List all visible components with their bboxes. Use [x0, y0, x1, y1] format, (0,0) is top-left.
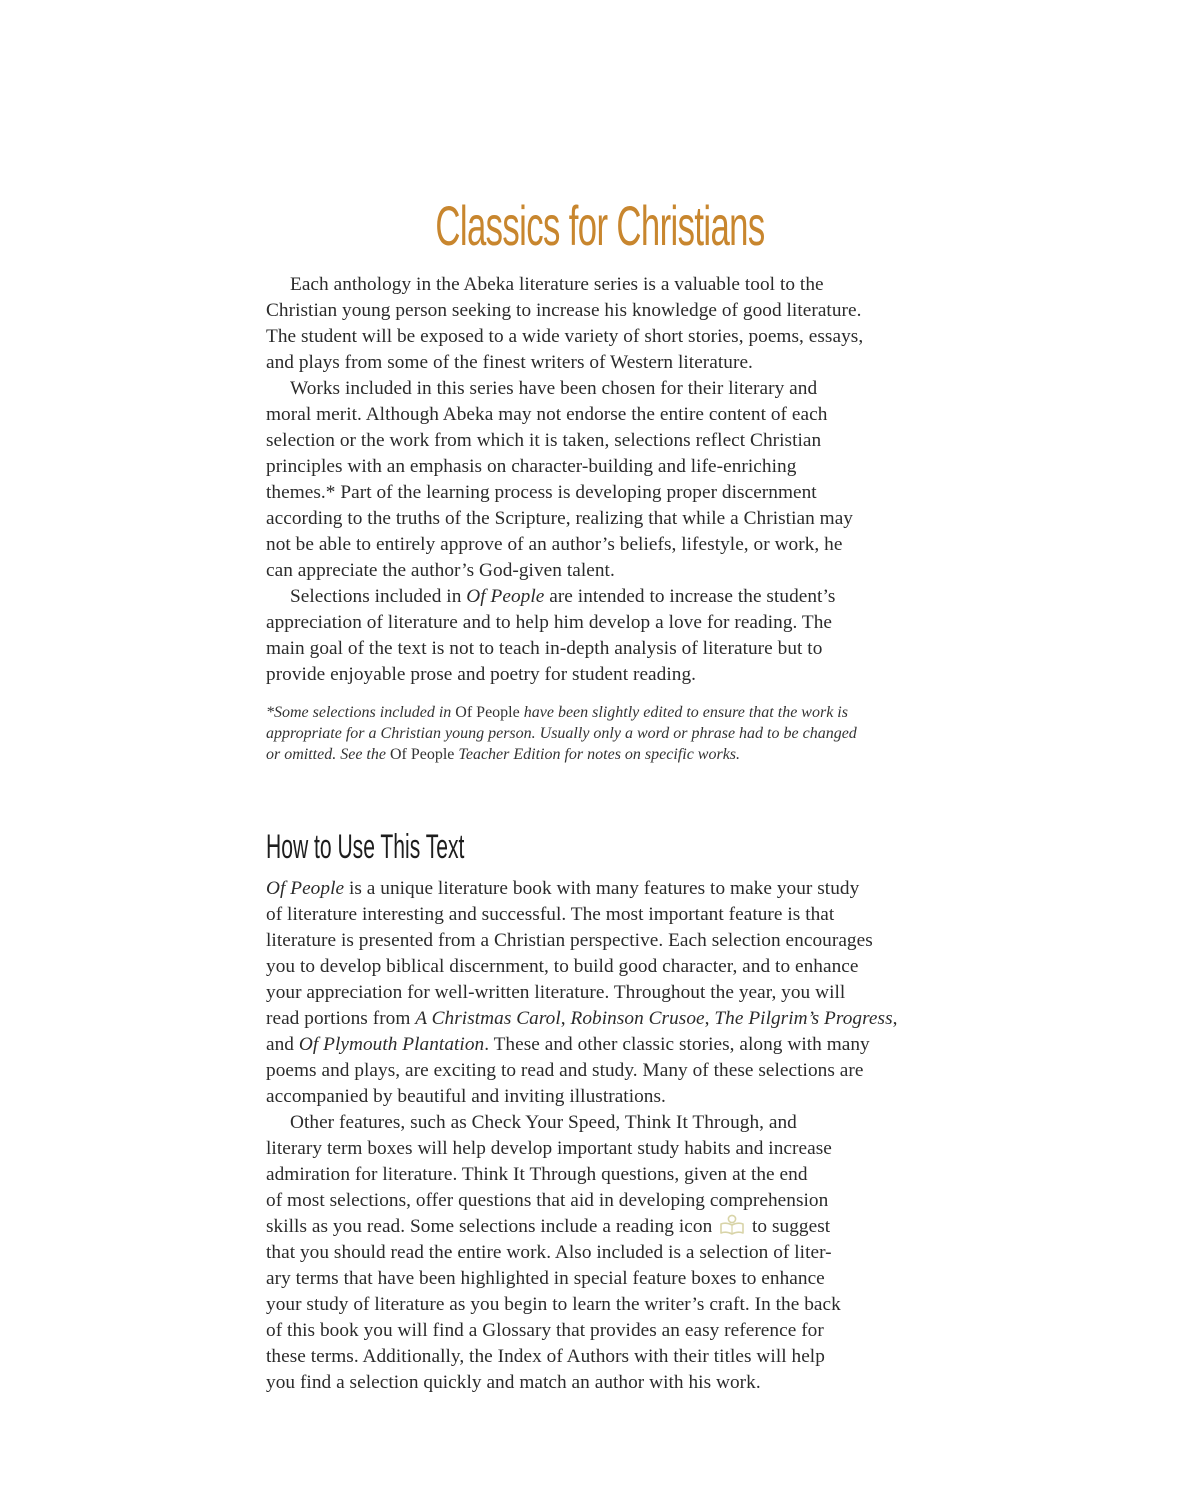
text-line: Other features, such as Check Your Speed, Think It Through, and	[290, 1112, 797, 1133]
footnote	[266, 702, 946, 765]
footnote-line	[266, 744, 946, 765]
text-line: of literature interesting and successful. The most important feature is that	[266, 904, 835, 925]
book-title-italic: The Pilgrim’s Progress	[714, 1008, 893, 1029]
text-line: according to the truths of the Scripture, realizing that while a Christian may	[266, 508, 853, 529]
text-line	[266, 584, 946, 610]
section-heading: How to Use This Text	[266, 828, 465, 866]
text-run: is a unique literature book with many features to make your study	[344, 878, 860, 899]
text-run: are intended to increase the student’s	[544, 586, 836, 607]
reading-icon	[719, 1214, 745, 1236]
text-line: of this book you will find a Glossary that provides an easy reference for	[266, 1320, 824, 1341]
text-run: and	[266, 1034, 299, 1055]
section-classics-for-christians	[266, 272, 946, 688]
book-title-italic: Of People	[266, 878, 345, 899]
text-line: provide enjoyable prose and poetry for student reading.	[266, 664, 697, 685]
text-line: literary term boxes will help develop important study habits and increase	[266, 1138, 832, 1159]
text-run: have been slightly edited to ensure that the work is	[519, 704, 848, 721]
text-line: selection or the work from which it is taken, selections reflect Christian	[266, 430, 822, 451]
paragraph-works-included	[266, 376, 946, 584]
text-line: admiration for literature. Think It Through questions, given at the end	[266, 1164, 808, 1185]
text-run: read portions from	[266, 1008, 416, 1029]
section-how-to-use	[266, 876, 946, 1396]
text-line: main goal of the text is not to teach in-depth analysis of literature but to	[266, 638, 823, 659]
text-line: Christian young person seeking to increase his knowledge of good literature.	[266, 300, 862, 321]
text-line: The student will be exposed to a wide variety of short stories, poems, essays,	[266, 326, 864, 347]
footnote-line: appropriate for a Christian young person. Usually only a word or phrase had to be changed	[266, 725, 857, 742]
text-line: not be able to entirely approve of an author’s beliefs, lifestyle, or work, he	[266, 534, 843, 555]
text-line	[266, 1006, 946, 1032]
paragraph-other-features	[266, 1110, 946, 1396]
text-line	[266, 876, 946, 902]
text-run: Teacher Edition for notes on specific works.	[454, 746, 741, 763]
book-title-italic: Robinson Crusoe	[570, 1008, 705, 1029]
text-line	[266, 1214, 946, 1240]
paragraph-unique-book	[266, 876, 946, 1110]
paragraph-selections	[266, 584, 946, 688]
text-run: *Some selections included in	[266, 704, 456, 721]
book-title-roman: Of People	[455, 704, 520, 721]
text-line: your study of literature as you begin to learn the writer’s craft. In the back	[266, 1294, 841, 1315]
text-run: Selections included in	[290, 586, 467, 607]
text-run: ,	[892, 1008, 898, 1029]
text-line: you find a selection quickly and match an author with his work.	[266, 1372, 761, 1393]
text-line: principles with an emphasis on character-building and life-enriching	[266, 456, 797, 477]
text-line: themes.* Part of the learning process is developing proper discernment	[266, 482, 817, 503]
text-line	[266, 1032, 946, 1058]
text-line: accompanied by beautiful and inviting illustrations.	[266, 1086, 666, 1107]
book-title-italic: A Christmas Carol	[415, 1008, 561, 1029]
text-run: ,	[560, 1008, 571, 1029]
text-run: ,	[704, 1008, 715, 1029]
text-line: these terms. Additionally, the Index of Authors with their titles will help	[266, 1346, 825, 1367]
text-line: moral merit. Although Abeka may not endorse the entire content of each	[266, 404, 828, 425]
text-line: and plays from some of the finest writers of Western literature.	[266, 352, 753, 373]
text-line: that you should read the entire work. Also included is a selection of liter-	[266, 1242, 832, 1263]
text-run: or omitted. See the	[266, 746, 390, 763]
book-title-italic: Of People	[466, 586, 545, 607]
text-line: ary terms that have been highlighted in special feature boxes to enhance	[266, 1268, 825, 1289]
text-line: your appreciation for well-written literature. Throughout the year, you will	[266, 982, 846, 1003]
book-title-roman: Of People	[389, 746, 455, 763]
text-line: of most selections, offer questions that aid in developing comprehension	[266, 1190, 829, 1211]
text-line: can appreciate the author’s God-given talent.	[266, 560, 615, 581]
page-title: Classics for Christians	[435, 194, 765, 257]
text-line: literature is presented from a Christian perspective. Each selection encourages	[266, 930, 873, 951]
text-line: Each anthology in the Abeka literature series is a valuable tool to the	[290, 274, 824, 295]
text-line: appreciation of literature and to help him develop a love for reading. The	[266, 612, 833, 633]
text-line: you to develop biblical discernment, to build good character, and to enhance	[266, 956, 859, 977]
paragraph-intro	[266, 272, 946, 376]
text-line: Works included in this series have been chosen for their literary and	[290, 378, 818, 399]
text-run: skills as you read. Some selections include a reading icon	[266, 1216, 713, 1237]
text-line: poems and plays, are exciting to read and study. Many of these selections are	[266, 1060, 864, 1081]
book-title-italic: Of Plymouth Plantation	[298, 1034, 485, 1055]
footnote-line	[266, 702, 946, 723]
text-run: . These and other classic stories, along with many	[484, 1034, 870, 1055]
text-run: to suggest	[752, 1216, 831, 1237]
